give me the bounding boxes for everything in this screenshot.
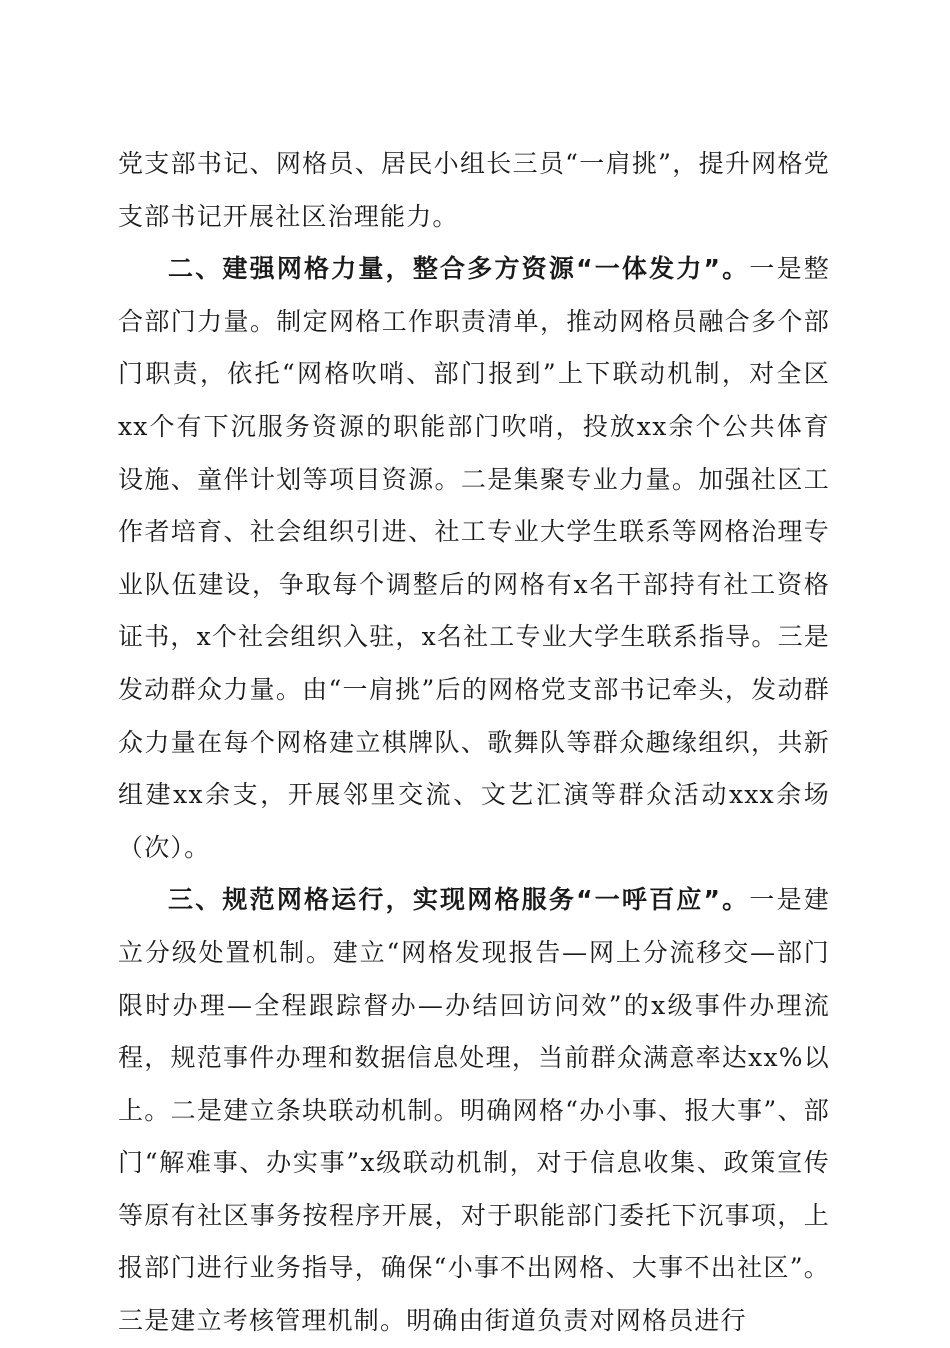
section-two-heading: 二、建强网格力量，整合多方资源“一体发力”。 — [168, 254, 750, 284]
section-two-body: 一是整合部门力量。制定网格工作职责清单，推动网格员融合多个部门职责，依托“网格吹哨、部门报到”上下联动机制，对全区xx个有下沉服务资源的职能部门吹哨，投放xx余个公共体育设施、童伴计划等项目资源。二是集聚专业力量。加强社区工作者培育、社会组织引进、社工专业大学生联系等网格治理专业队伍建设，争取每个调整后的网格有x名干部持有社工资格证书，x个社会组织入驻，x名社工专业大学生联系指导。三是发动群众力量。由“一肩挑”后的网格党支部书记牵头，发动群众力量在每个网格建立棋牌队、歌舞队等群众趣缘组织，共新组建xx余支，开展邻里交流、文艺汇演等群众活动xxx余场（次）。 — [118, 254, 831, 862]
section-three-heading: 三、规范网格运行，实现网格服务“一呼百应”。 — [168, 885, 750, 915]
paragraph-section-two — [118, 243, 830, 874]
paragraph-section-three — [118, 874, 830, 1347]
paragraph-continuation: 党支部书记、网格员、居民小组长三员“一肩挑”，提升网格党支部书记开展社区治理能力。 — [118, 149, 830, 231]
document-body — [118, 138, 830, 1348]
section-three-body: 一是建立分级处置机制。建立“网格发现报告—网上分流移交—部门限时办理—全程跟踪督办—办结回访问效”的x级事件办理流程，规范事件办理和数据信息处理，当前群众满意率达xx%以上。二是建立条块联动机制。明确网格“办小事、报大事”、部门“解难事、办实事”x级联动机制，对于信息收集、政策宣传等原有社区事务按程序开展，对于职能部门委托下沉事项，上报部门进行业务指导，确保“小事不出网格、大事不出社区”。三是建立考核管理机制。明确由街道负责对网格员进行 — [118, 885, 831, 1336]
